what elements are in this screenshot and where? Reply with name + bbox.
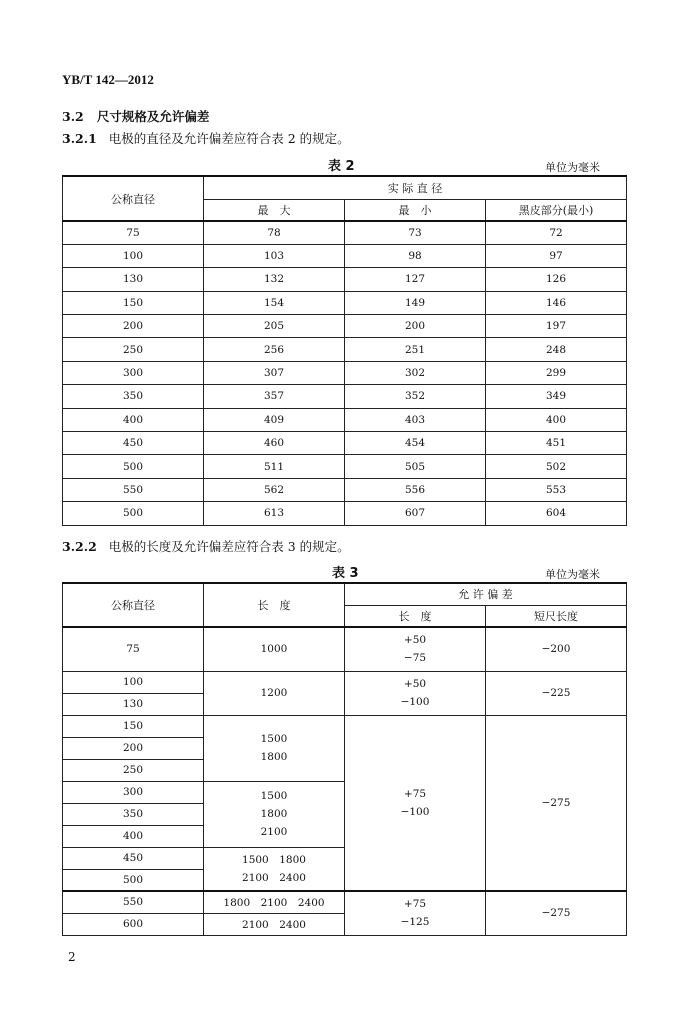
table2-cell: 307	[204, 361, 345, 384]
table2-cell: 505	[345, 455, 486, 478]
table2-cell: 200	[63, 315, 204, 338]
length-value: 1500	[260, 790, 288, 802]
table2-row	[63, 455, 627, 478]
paragraph-3-2-1	[62, 129, 350, 147]
table2-cell: 256	[204, 338, 345, 361]
length-value: 2100 2400	[242, 871, 306, 884]
table2-cell: 604	[486, 502, 627, 525]
table2-row	[63, 291, 627, 314]
tol-minus: −125	[400, 916, 430, 929]
table2-cell: 300	[63, 361, 204, 384]
table2-row	[63, 268, 627, 291]
table3-tol-short-cell: −200	[486, 627, 627, 671]
table3-tol-short-cell: −275	[486, 715, 627, 891]
tol-plus: +50	[403, 678, 427, 690]
table2-cell: 197	[486, 315, 627, 338]
length-value: 1800	[260, 808, 288, 820]
tol-plus: +50	[403, 634, 427, 647]
paragraph-text: 电极的长度及允许偏差应符合表 3 的规定。	[108, 539, 350, 554]
table2-cell: 352	[345, 385, 486, 408]
table3-caption: 表 3	[332, 566, 359, 581]
table3-diameter-cell: 250	[63, 759, 204, 781]
table2-cell: 149	[345, 291, 486, 314]
table2-cell: 500	[63, 502, 204, 525]
length-value: 1800	[260, 751, 288, 763]
table2-cell: 150	[63, 291, 204, 314]
table2-header-max: 最 大	[204, 199, 345, 221]
table2	[62, 175, 627, 526]
table3-tol-length-cell	[345, 715, 486, 891]
table2-cell: 250	[63, 338, 204, 361]
table3-header-length: 长 度	[204, 583, 345, 627]
table2-cell: 357	[204, 385, 345, 408]
table2-caption: 表 2	[328, 159, 355, 174]
table2-cell: 132	[204, 268, 345, 291]
table3-diameter-cell: 130	[63, 693, 204, 715]
table2-header-nominal: 公称直径	[63, 176, 204, 221]
table2-cell: 550	[63, 478, 204, 501]
table2-cell: 251	[345, 338, 486, 361]
table2-cell: 75	[63, 221, 204, 244]
table2-row	[63, 221, 627, 244]
table2-cell: 451	[486, 432, 627, 455]
table2-cell: 72	[486, 221, 627, 244]
table2-cell: 126	[486, 268, 627, 291]
section-heading: 尺寸规格及允许偏差	[96, 109, 210, 124]
table3-diameter-cell: 100	[63, 671, 204, 693]
table2-cell: 502	[486, 455, 627, 478]
table2-row	[63, 385, 627, 408]
tol-plus: +75	[403, 898, 427, 911]
table2-row	[63, 315, 627, 338]
table2-cell: 154	[204, 291, 345, 314]
table3-length-cell: 1000	[204, 627, 345, 671]
table3-length-cell: 1800 2100 2400	[204, 891, 345, 913]
table2-cell: 248	[486, 338, 627, 361]
table2-cell: 200	[345, 315, 486, 338]
length-value: 1500	[260, 733, 288, 745]
table2-row	[63, 338, 627, 361]
table2-cell: 130	[63, 268, 204, 291]
table2-cell: 103	[204, 244, 345, 267]
table3-tol-length-cell	[345, 627, 486, 671]
table3-diameter-cell: 75	[63, 627, 204, 671]
tol-minus: −100	[400, 805, 430, 818]
table3-diameter-cell: 500	[63, 869, 204, 891]
table2-header-actual: 实 际 直 径	[204, 176, 627, 199]
table3-diameter-cell: 600	[63, 913, 204, 935]
table3-length-cell: 2100 2400	[204, 913, 345, 935]
table3-tol-short-cell: −275	[486, 891, 627, 935]
table2-cell: 562	[204, 478, 345, 501]
table3-tol-length-cell	[345, 891, 486, 935]
table3-unit: 单位为毫米	[545, 568, 600, 581]
table3-tol-short-cell: −225	[486, 671, 627, 715]
table2-cell: 302	[345, 361, 486, 384]
table2-cell: 349	[486, 385, 627, 408]
table2-row	[63, 408, 627, 431]
table2-cell: 400	[63, 408, 204, 431]
table2-header-min: 最 小	[345, 199, 486, 221]
table3-tol-length-cell	[345, 671, 486, 715]
table3	[62, 582, 627, 936]
table2-row	[63, 478, 627, 501]
table2-cell: 98	[345, 244, 486, 267]
table2-cell: 97	[486, 244, 627, 267]
table2-cell: 146	[486, 291, 627, 314]
page-number: 2	[68, 950, 76, 964]
table2-cell: 460	[204, 432, 345, 455]
table2-cell: 100	[63, 244, 204, 267]
table2-cell: 450	[63, 432, 204, 455]
table3-diameter-cell: 150	[63, 715, 204, 737]
table2-row	[63, 361, 627, 384]
table2-cell: 556	[345, 478, 486, 501]
table2-row	[63, 502, 627, 525]
paragraph-text: 电极的直径及允许偏差应符合表 2 的规定。	[108, 131, 350, 146]
table2-cell: 299	[486, 361, 627, 384]
table3-diameter-cell: 550	[63, 891, 204, 913]
table2-cell: 500	[63, 455, 204, 478]
table2-unit: 单位为毫米	[545, 161, 600, 174]
document-code: YB/T 142—2012	[62, 72, 154, 87]
paragraph-3-2-2	[62, 537, 350, 555]
table3-diameter-cell: 450	[63, 847, 204, 869]
table3-length-cell: 1200	[204, 671, 345, 715]
table2-cell: 511	[204, 455, 345, 478]
section-title	[62, 107, 209, 125]
paragraph-number: 3.2.1	[62, 131, 97, 146]
table2-header-black: 黑皮部分(最小)	[486, 199, 627, 221]
table3-header-tol-length: 长 度	[345, 605, 486, 627]
table3-length-cell	[204, 847, 345, 891]
table2-cell: 607	[345, 502, 486, 525]
table3-diameter-cell: 350	[63, 803, 204, 825]
table3-length-cell	[204, 715, 345, 781]
table3-diameter-cell: 200	[63, 737, 204, 759]
table2-cell: 78	[204, 221, 345, 244]
table3-length-cell	[204, 781, 345, 847]
table3-diameter-cell: 300	[63, 781, 204, 803]
table3-header-tol-short: 短尺长度	[486, 605, 627, 627]
table2-cell: 400	[486, 408, 627, 431]
table2-cell: 409	[204, 408, 345, 431]
paragraph-number: 3.2.2	[62, 539, 97, 554]
section-number: 3.2	[62, 109, 84, 124]
table2-cell: 613	[204, 502, 345, 525]
length-value: 2100	[260, 826, 288, 838]
table2-row	[63, 432, 627, 455]
table3-diameter-cell: 400	[63, 825, 204, 847]
table2-cell: 127	[345, 268, 486, 291]
tol-minus: −100	[400, 696, 430, 708]
table2-cell: 205	[204, 315, 345, 338]
table3-header-nominal: 公称直径	[63, 583, 204, 627]
tol-plus: +75	[403, 787, 427, 800]
table2-cell: 454	[345, 432, 486, 455]
tol-minus: −75	[403, 652, 427, 665]
table2-cell: 350	[63, 385, 204, 408]
table3-header-tolerance: 允 许 偏 差	[345, 583, 627, 605]
table2-row	[63, 244, 627, 267]
table2-cell: 403	[345, 408, 486, 431]
table2-cell: 553	[486, 478, 627, 501]
table2-cell: 73	[345, 221, 486, 244]
length-value: 1500 1800	[242, 853, 306, 866]
